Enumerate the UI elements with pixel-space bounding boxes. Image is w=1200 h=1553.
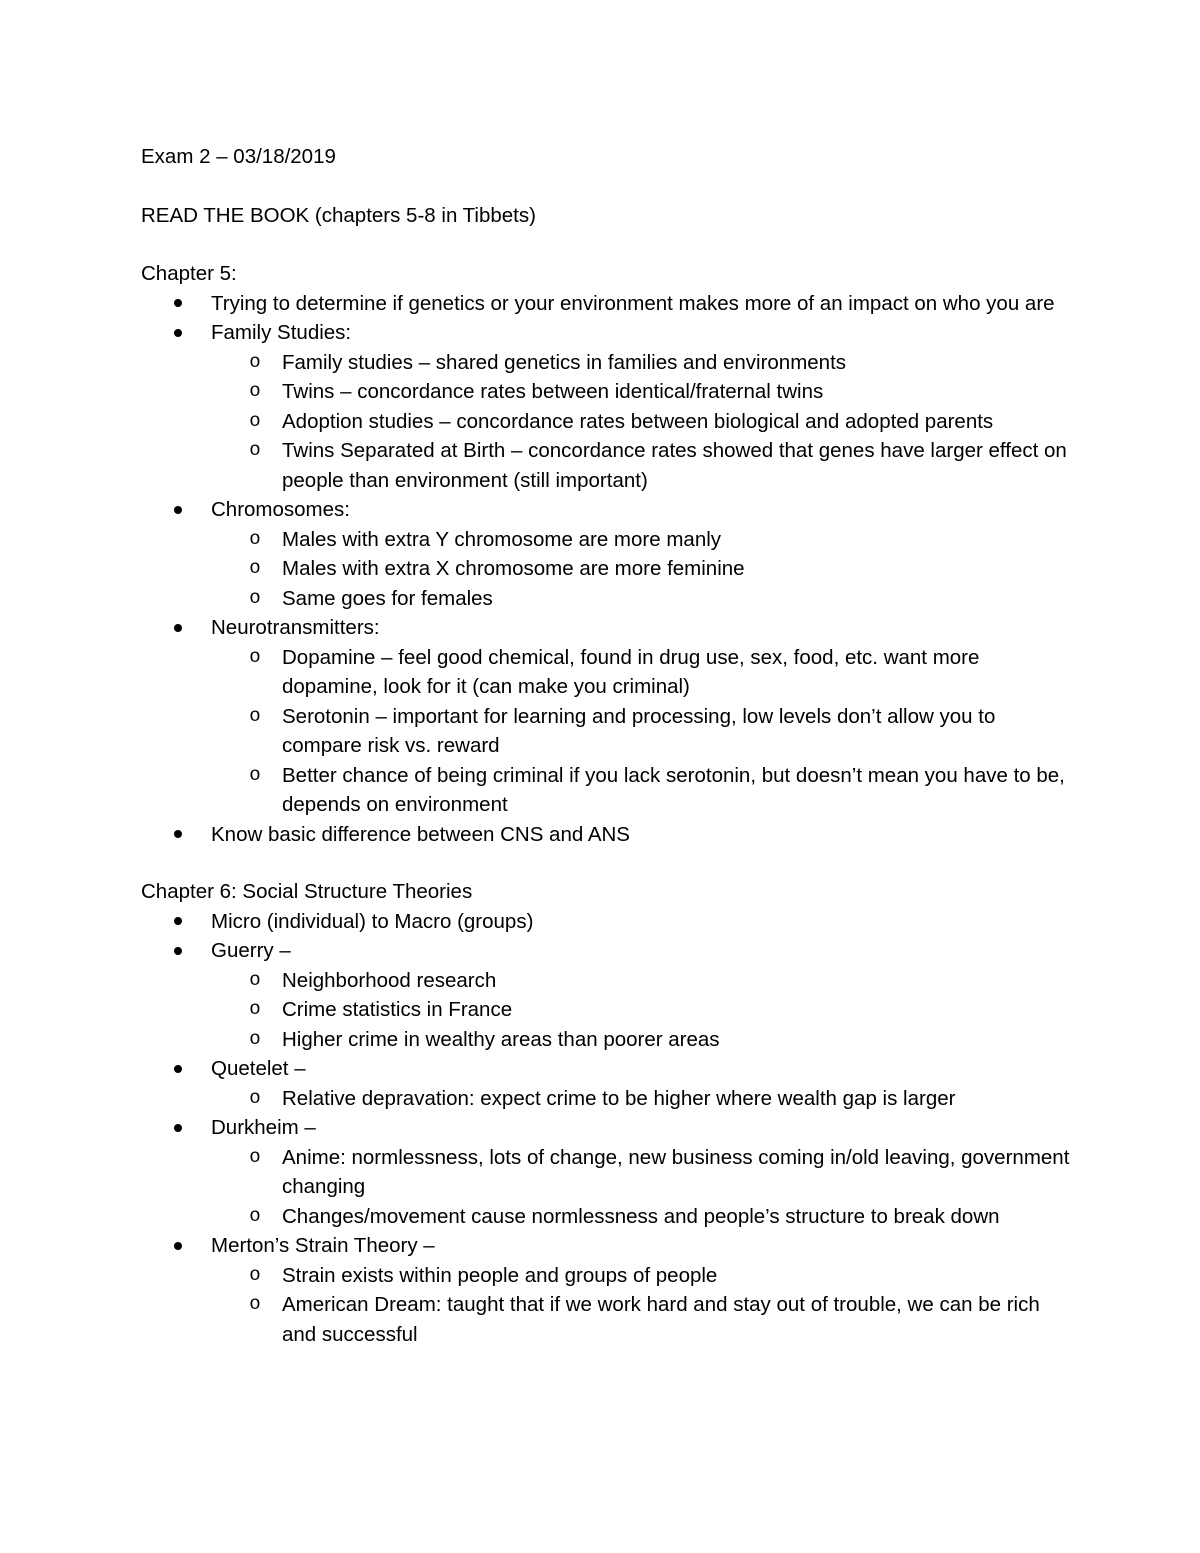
sub-bullet-text: Neighborhood research: [282, 968, 497, 992]
bullet-icon: [171, 1054, 185, 1084]
sub-bullet-item: [141, 966, 1071, 996]
bullet-dot-icon: [174, 299, 182, 307]
sub-bullet-text: Relative depravation: expect crime to be higher where wealth gap is larger: [282, 1086, 956, 1110]
sub-bullet-text: Changes/movement cause normlessness and people’s structure to break down: [282, 1204, 1000, 1228]
bullet-text: Merton’s Strain Theory –: [211, 1234, 435, 1257]
sub-bullet-text: Same goes for females: [282, 586, 493, 610]
hollow-circle-icon: o: [249, 763, 261, 786]
bullet-text: Durkheim –: [211, 1116, 316, 1139]
bullet-dot-icon: [174, 947, 182, 955]
document-page: [141, 142, 1071, 1349]
bullet-text: Chromosomes:: [211, 498, 350, 521]
spacer: [141, 230, 1071, 259]
hollow-circle-icon: o: [249, 1293, 261, 1315]
sub-bullet-text: Crime statistics in France: [282, 998, 513, 1021]
bullet-icon: [171, 936, 185, 966]
hollow-circle-icon: o: [249, 527, 261, 550]
sub-bullet-text: American Dream: taught that if we work hard and stay out of trouble, we can be rich and successful: [282, 1293, 1040, 1346]
sub-bullet-item: [141, 584, 1071, 614]
sub-bullet-item: [141, 436, 1071, 495]
sub-bullet-text: Males with extra Y chromosome are more manly: [282, 527, 722, 551]
hollow-circle-icon: o: [249, 380, 261, 402]
sub-bullet-item: [141, 1084, 1071, 1114]
hollow-circle-icon: o: [249, 1027, 261, 1050]
hollow-circle-icon: o: [249, 968, 261, 991]
bullet-text: Quetelet –: [211, 1057, 306, 1080]
sub-bullet-text: Family studies – shared genetics in families and environments: [282, 350, 847, 374]
bullet-item: [141, 907, 1071, 937]
sub-bullet-item: [141, 1261, 1071, 1291]
bullet-icon: [171, 318, 185, 348]
bullet-item: [141, 1113, 1071, 1143]
hollow-circle-icon: o: [249, 645, 261, 668]
hollow-circle-icon: o: [249, 704, 261, 727]
bullet-text: Trying to determine if genetics or your environment makes more of an impact on who you are: [211, 291, 1055, 315]
sub-bullet-item: [141, 702, 1071, 761]
bullet-dot-icon: [174, 1065, 182, 1073]
hollow-circle-icon: o: [249, 586, 261, 609]
reading-instruction: READ THE BOOK (chapters 5-8 in Tibbets): [141, 203, 536, 227]
sub-bullet-text: Serotonin – important for learning and processing, low levels don’t allow you to compare risk vs. reward: [282, 704, 996, 757]
hollow-circle-icon: o: [249, 409, 261, 432]
bullet-dot-icon: [174, 506, 182, 514]
chapter-5-section: [141, 259, 1071, 849]
chapter-6-heading: Chapter 6: Social Structure Theories: [141, 880, 473, 903]
bullet-dot-icon: [174, 1242, 182, 1250]
sub-bullet-item: [141, 377, 1071, 407]
bullet-text: Guerry –: [211, 939, 291, 962]
spacer: [141, 849, 1071, 877]
sub-bullet-text: Better chance of being criminal if you lack serotonin, but doesn’t mean you have to be, depends on environment: [282, 763, 1065, 816]
chapter-6-section: [141, 877, 1071, 1349]
bullet-icon: [171, 820, 185, 850]
hollow-circle-icon: o: [249, 557, 261, 579]
bullet-item: [141, 1231, 1071, 1261]
bullet-icon: [171, 495, 185, 525]
hollow-circle-icon: o: [249, 1145, 261, 1168]
hollow-circle-icon: o: [249, 350, 261, 373]
chapter-5-heading: Chapter 5:: [141, 262, 237, 285]
bullet-item: [141, 495, 1071, 525]
chapter-6-list: [141, 907, 1071, 1350]
bullet-dot-icon: [174, 917, 182, 925]
bullet-item: [141, 936, 1071, 966]
bullet-dot-icon: [174, 830, 182, 838]
hollow-circle-icon: o: [249, 439, 261, 461]
sub-bullet-text: Adoption studies – concordance rates between biological and adopted parents: [282, 409, 994, 433]
bullet-item: [141, 820, 1071, 850]
bullet-dot-icon: [174, 1124, 182, 1132]
sub-bullet-text: Anime: normlessness, lots of change, new business coming in/old leaving, government changing: [282, 1145, 1070, 1198]
chapter-5-list: [141, 289, 1071, 850]
hollow-circle-icon: o: [249, 1086, 261, 1109]
sub-bullet-item: [141, 407, 1071, 437]
bullet-text: Family Studies:: [211, 321, 352, 344]
sub-bullet-text: Twins Separated at Birth – concordance rates showed that genes have larger effect on people than environment (still important): [282, 439, 1067, 492]
sub-bullet-item: [141, 1202, 1071, 1232]
document-title: Exam 2 – 03/18/2019: [141, 145, 336, 168]
sub-bullet-item: [141, 1290, 1071, 1349]
spacer: [141, 172, 1071, 201]
bullet-item: [141, 1054, 1071, 1084]
sub-bullet-item: [141, 761, 1071, 820]
sub-bullet-item: [141, 554, 1071, 584]
bullet-item: [141, 318, 1071, 348]
hollow-circle-icon: o: [249, 998, 261, 1020]
bullet-icon: [171, 289, 185, 319]
bullet-text: Know basic difference between CNS and ANS: [211, 822, 630, 846]
bullet-dot-icon: [174, 329, 182, 337]
hollow-circle-icon: o: [249, 1204, 261, 1227]
sub-bullet-text: Dopamine – feel good chemical, found in drug use, sex, food, etc. want more dopamine, look for it (can make you criminal): [282, 645, 980, 698]
sub-bullet-text: Males with extra X chromosome are more feminine: [282, 557, 745, 580]
sub-bullet-item: [141, 1025, 1071, 1055]
bullet-item: [141, 613, 1071, 643]
bullet-dot-icon: [174, 624, 182, 632]
bullet-icon: [171, 1113, 185, 1143]
sub-bullet-item: [141, 1143, 1071, 1202]
sub-bullet-item: [141, 643, 1071, 702]
sub-bullet-item: [141, 348, 1071, 378]
bullet-text: Micro (individual) to Macro (groups): [211, 909, 534, 933]
bullet-icon: [171, 1231, 185, 1261]
hollow-circle-icon: o: [249, 1263, 261, 1286]
sub-bullet-item: [141, 995, 1071, 1025]
bullet-item: [141, 289, 1071, 319]
bullet-icon: [171, 613, 185, 643]
bullet-icon: [171, 907, 185, 937]
sub-bullet-text: Strain exists within people and groups of people: [282, 1263, 718, 1287]
sub-bullet-text: Higher crime in wealthy areas than poorer areas: [282, 1027, 720, 1051]
sub-bullet-item: [141, 525, 1071, 555]
sub-bullet-text: Twins – concordance rates between identical/fraternal twins: [282, 380, 824, 403]
bullet-text: Neurotransmitters:: [211, 616, 380, 639]
